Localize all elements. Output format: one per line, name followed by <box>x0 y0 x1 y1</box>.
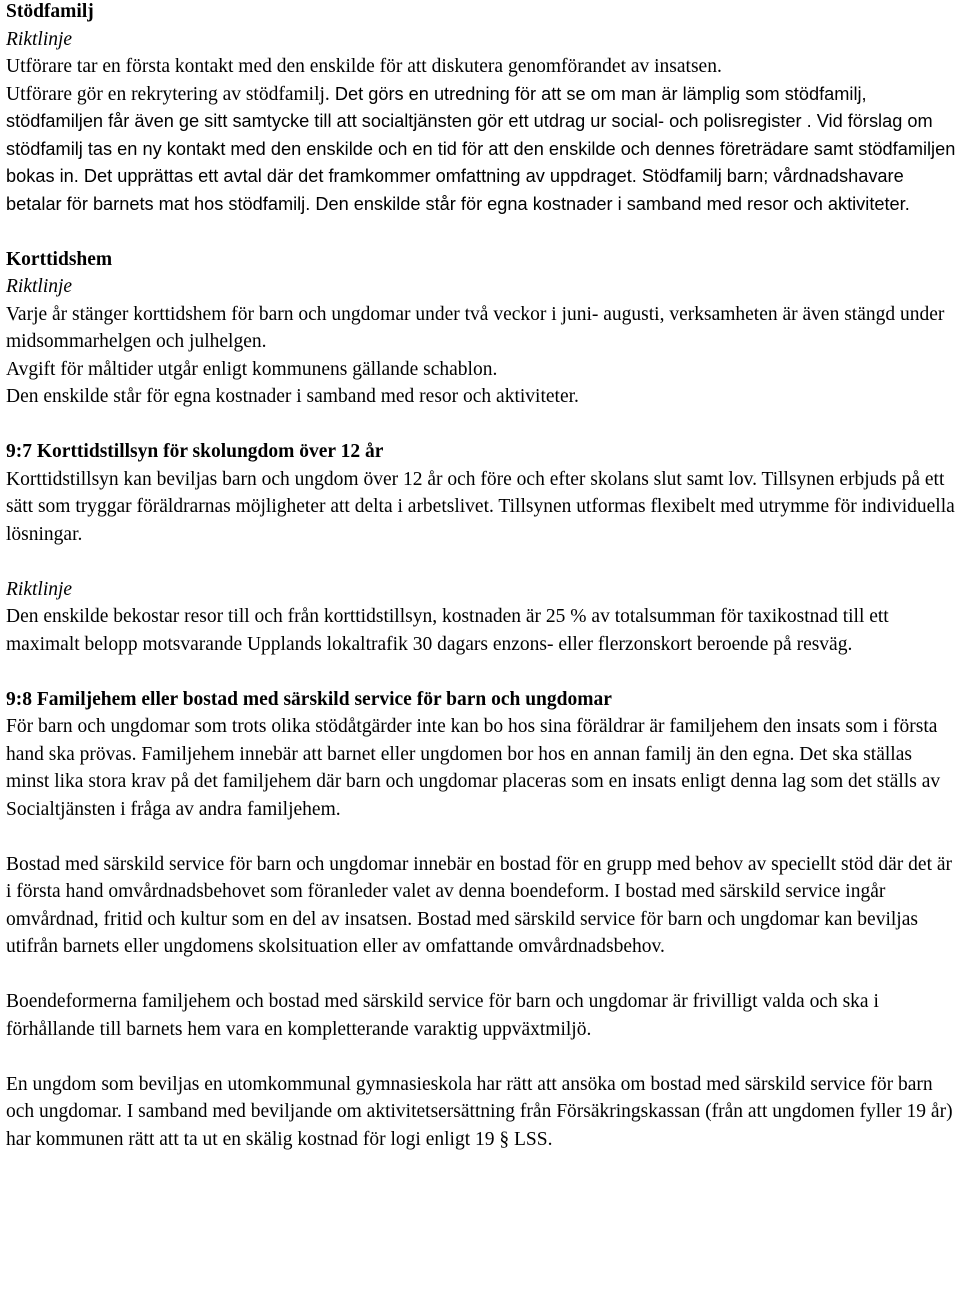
section-title: Stödfamilj <box>6 1 94 22</box>
section-9-8 <box>6 686 956 1154</box>
paragraph: Avgift för måltider utgår enligt kommunens gällande schablon. <box>6 358 498 380</box>
paragraph-sans-part: Det görs en utredning för att se om man är lämplig som stödfamilj, stödfamiljen får även ge sitt samtycke till att socialtjänsten gör ett utdrag ur social- och polisregister . Vid förslag om stödfamilj tas en ny kontakt med den enskilde och en tid för att den enskilde och dennes företrädare samt stödfamiljen bokas in. Det upprättas ett avtal där det framkommer omfattning av uppdraget. Stödfamilj barn; vårdnadshavare betalar för barnets mat hos stödfamilj. Den enskilde står för egna kostnader i samband med resor och aktiviteter. <box>6 83 956 214</box>
spacer <box>6 548 956 576</box>
paragraph: Boendeformerna familjehem och bostad med särskild service för barn och ungdomar är frivilligt valda och ska i förhållande till barnets hem vara en kompletterande varaktig uppväxtmiljö. <box>6 991 879 1040</box>
paragraph: Den enskilde bekostar resor till och från korttidstillsyn, kostnaden är 25 % av totalsumman för taxikostnad till ett maximalt belopp motsvarande Upplands lokaltrafik 30 dagars enzons- eller flerzonskort beroende på resväg. <box>6 606 889 655</box>
paragraph: Utförare tar en första kontakt med den enskilde för att diskutera genomförandet av insatsen. <box>6 56 722 77</box>
guideline-label: Riktlinje <box>6 276 73 297</box>
spacer <box>6 658 956 686</box>
section-title: 9:8 Familjehem eller bostad med särskild service för barn och ungdomar <box>6 688 612 710</box>
paragraph <box>6 81 956 219</box>
paragraph: Korttidstillsyn kan beviljas barn och ungdom över 12 år och före och efter skolans slut samt lov. Tillsynen erbjuds på ett sätt som tryggar föräldrarnas möjligheter att delta i arbetslivet. Tillsynen utformas flexibelt med utrymme för individuella lösningar. <box>6 468 955 545</box>
section-title: 9:7 Korttidstillsyn för skolungdom över 12 år <box>6 441 384 462</box>
paragraph-serif-part: Utförare gör en rekrytering av stödfamilj. <box>6 83 330 105</box>
guideline-label: Riktlinje <box>6 578 73 600</box>
spacer <box>6 1043 956 1071</box>
spacer <box>6 218 956 246</box>
spacer <box>6 411 956 439</box>
paragraph: Bostad med särskild service för barn och ungdomar innebär en bostad för en grupp med behov av speciellt stöd där det är i första hand omvårdnadsbehovet som föranleder valet av denna boendeform. I bostad med särskild service ingår omvårdnad, fritid och kultur som en del av insatsen. Bostad med särskild service för barn och ungdomar kan beviljas utifrån barnets eller ungdomens skolsituation eller av omfattande omvårdnadsbehov. <box>6 853 953 957</box>
section-9-7 <box>6 438 956 658</box>
paragraph: Varje år stänger korttidshem för barn och ungdomar under två veckor i juni- augusti, verksamheten är även stängd under midsommarhelgen och julhelgen. <box>6 303 945 352</box>
section-stodfamilj <box>6 0 956 218</box>
spacer <box>6 823 956 851</box>
paragraph: För barn och ungdomar som trots olika stödåtgärder inte kan bo hos sina föräldrar är familjehem den insats som i första hand ska prövas. Familjehem innebär att barnet eller ungdomen bor hos en annan familj än den egna. Det ska ställas minst lika stora krav på det familjehem där barn och ungdomar placeras som en insats enligt denna lag som det ställs av Socialtjänsten i fråga av andra familjehem. <box>6 716 941 820</box>
section-korttidshem <box>6 246 956 411</box>
guideline-label: Riktlinje <box>6 28 73 50</box>
section-title: Korttidshem <box>6 248 113 270</box>
spacer <box>6 961 956 989</box>
paragraph: Den enskilde står för egna kostnader i samband med resor och aktiviteter. <box>6 386 579 407</box>
document-page <box>6 0 956 1153</box>
paragraph: En ungdom som beviljas en utomkommunal gymnasieskola har rätt att ansöka om bostad med särskild service för barn och ungdomar. I samband med beviljande om aktivitetsersättning från Försäkringskassan (från att ungdomen fyller 19 år) har kommunen rätt att ta ut en skälig kostnad för logi enligt 19 § LSS. <box>6 1073 953 1150</box>
